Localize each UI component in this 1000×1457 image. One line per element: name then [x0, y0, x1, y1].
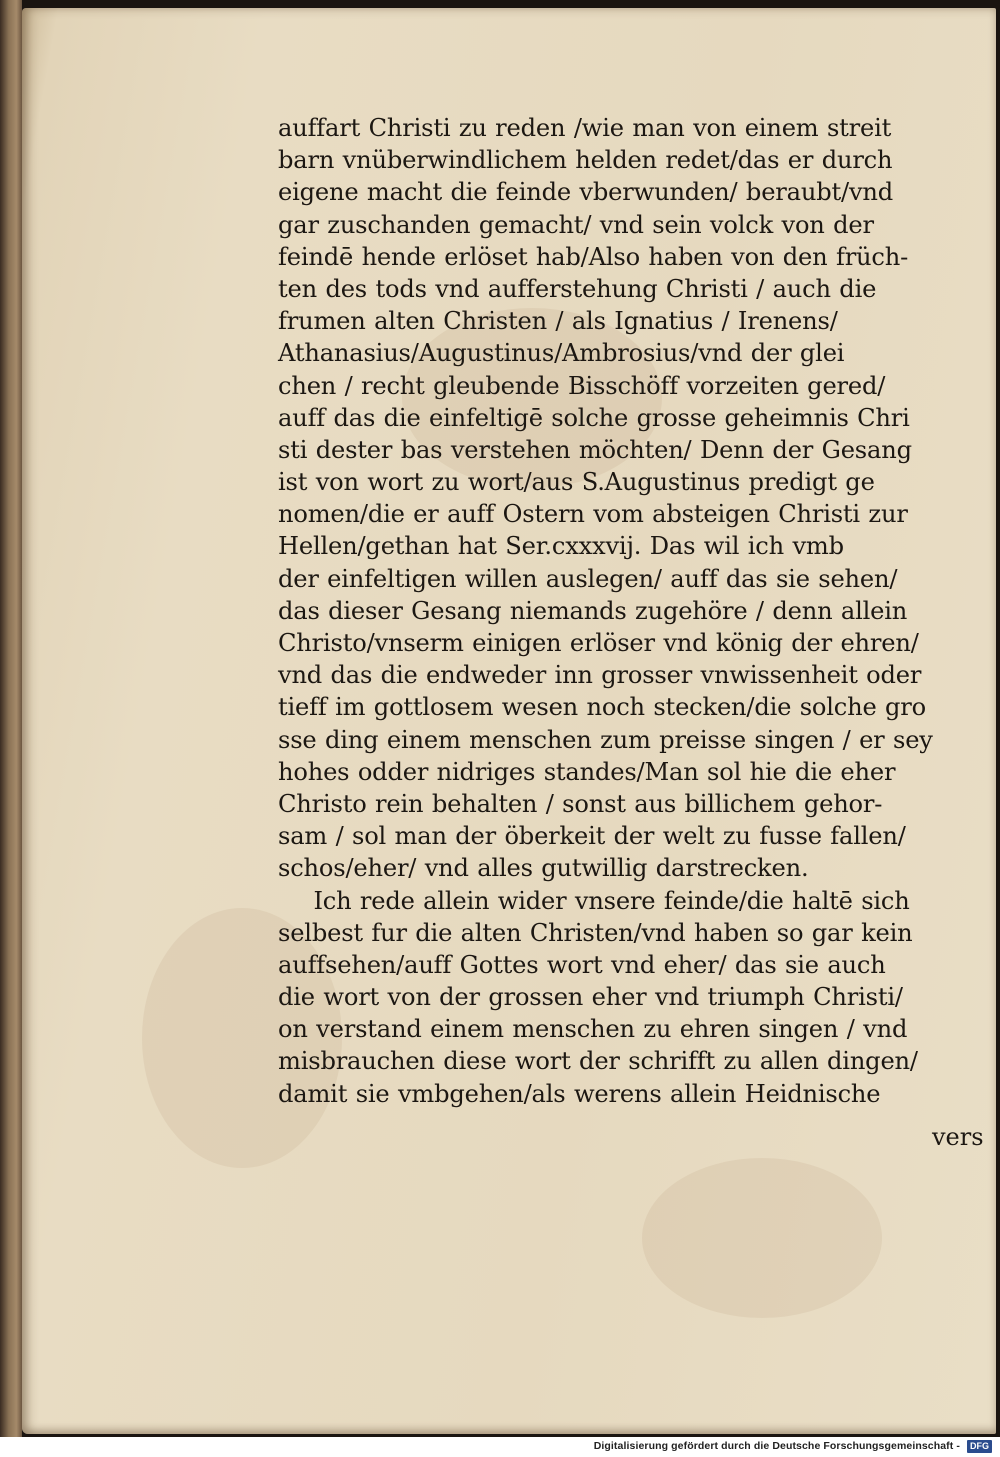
text-line: nomen/die er auff Ostern vom absteigen Christi zur [278, 499, 908, 529]
text-line: auffart Christi zu reden /wie man von einem streit [278, 113, 892, 142]
text-line: sam / sol man der öberkeit der welt zu fusse fallen/ [278, 821, 906, 851]
catchword: vers [932, 1123, 984, 1151]
text-line: auffsehen/auff Gottes wort vnd eher/ das sie auch [278, 949, 886, 979]
text-line: Christo rein behalten / sonst aus billichem gehor- [278, 788, 883, 818]
text-line: vnd das die endweder inn grosser vnwissenheit oder [278, 660, 922, 690]
text-line: sti dester bas verstehen möchten/ Denn der Gesang [278, 434, 912, 464]
text-line: misbrauchen diese wort der schrifft zu allen dingen/ [278, 1046, 918, 1076]
text-line: tieff im gottlosem wesen noch stecken/die solche gro [278, 692, 927, 722]
text-line: Ich rede allein wider vnsere feinde/die haltē sich [313, 885, 910, 915]
text-line: eigene macht die feinde vberwunden/ beraubt/vnd [278, 177, 894, 207]
text-line: hohes odder nidriges standes/Man sol hie die eher [278, 756, 896, 786]
text-line: ten des tods vnd aufferstehung Christi / auch die [278, 273, 877, 303]
text-line: Athanasius/Augustinus/Ambrosius/vnd der glei [278, 338, 845, 368]
text-line: der einfeltigen willen auslegen/ auff das sie sehen/ [278, 563, 898, 593]
text-line: auff das die einfeltigē solche grosse geheimnis Chri [278, 402, 910, 432]
text-line: sse ding einem menschen zum preisse singen / er sey [278, 724, 933, 754]
text-line: on verstand einem menschen zu ehren singen / vnd [278, 1014, 908, 1044]
text-line: barn vnüberwindlichem helden redet/das er durch [278, 145, 893, 175]
text-line: gar zuschanden gemacht/ vnd sein volck von der [278, 209, 874, 239]
text-line: feindē hende erlöset hab/Also haben von den früch- [278, 241, 909, 271]
footer-bar [0, 1437, 1000, 1457]
text-line: frumen alten Christen / als Ignatius / Irenens/ [278, 306, 838, 336]
text-line: damit sie vmbgehen/als werens allein Heidnische [278, 1078, 881, 1108]
text-line: Hellen/gethan hat Ser.cxxxvij. Das wil ich vmb [278, 531, 844, 561]
text-line: ist von wort zu wort/aus S.Augustinus predigt ge [278, 467, 875, 497]
text-line: Christo/vnserm einigen erlöser vnd könig der ehren/ [278, 628, 919, 657]
paper-stain [642, 1158, 882, 1318]
text-line: selbest fur die alten Christen/vnd haben so gar kein [278, 917, 913, 947]
funding-credit: Digitalisierung gefördert durch die Deutsche Forschungsgemeinschaft - [593, 1440, 960, 1452]
dfg-logo: DFG [967, 1440, 992, 1453]
page-text-block [278, 112, 978, 1110]
page-fold-edge [0, 0, 22, 1437]
text-line: das dieser Gesang niemands zugehöre / denn allein [278, 595, 908, 625]
text-line: die wort von der grossen eher vnd triumph Christi/ [278, 982, 903, 1012]
text-line: schos/eher/ vnd alles gutwillig darstrecken. [278, 853, 809, 883]
text-line: chen / recht gleubende Bisschöff vorzeiten gered/ [278, 370, 886, 400]
